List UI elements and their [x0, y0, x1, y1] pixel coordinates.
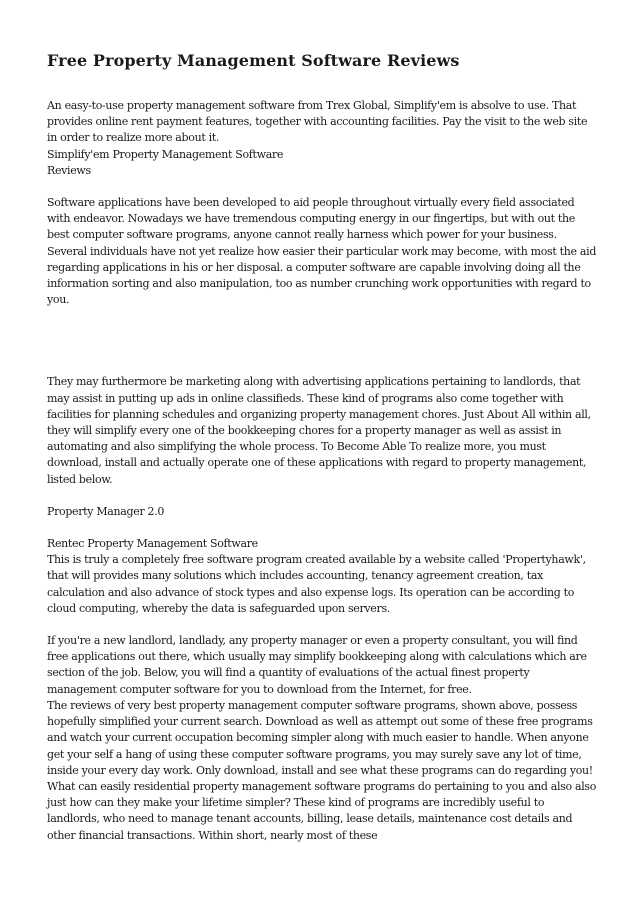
spacer — [47, 520, 599, 536]
paragraph-marketing: They may furthermore be marketing along with advertising applications pertaining to landlords, that may assist in putting up ads in online classifieds. These kind of programs also come together with facilities for planning schedules and organizing property management chores. Just About All within all, they will simplify every one of the bookkeeping chores for a property manager as well as assist in automating and also simplifying the whole process. To Become Able To realize more, you must download, install and actually operate one of these applications with regard to property management, listed below. — [47, 375, 591, 486]
spacer — [47, 179, 599, 195]
spacer — [47, 617, 599, 633]
paragraph-new-landlord: If you're a new landlord, landlady, any property manager or even a property consultant, you will find free applications out there, which usually may simplify bookkeeping along with calculations which are section of the job. Below, you will find a quantity of evaluations of the actual finest property management computer software for you to download from the Internet, for free. — [47, 634, 587, 696]
paragraph-property-manager: Property Manager 2.0 — [47, 504, 165, 518]
document-page — [47, 50, 599, 844]
paragraph-intro: An easy-to-use property management software from Trex Global, Simplify'em is absolve to use. That provides online rent payment features, together with accounting facilities. Pay the visit to the web site in order to realize more about it. — [47, 99, 588, 145]
spacer — [47, 488, 599, 504]
paragraph-reviews: The reviews of very best property management computer software programs, shown above, possess hopefully simplified your current search. Download as well as attempt out some of these free programs and watch your current occupation becoming simpler along with much easier to handle. When anyone get your self a hang of using these computer software programs, you may surely save any lot of time, inside your every day work. Only download, install and see what these programs can do regarding you! What can easily residential property management software programs do pertaining to you and also also just how can they make your lifetime simpler? These kind of programs are incredibly useful to landlords, who need to manage tenant accounts, billing, lease details, maintenance cost details and other financial transactions. Within short, nearly most of these — [47, 698, 597, 842]
paragraph-rentec-heading: Rentec Property Management Software — [47, 537, 258, 551]
paragraph-simplifyem-reviews: Reviews — [47, 163, 91, 177]
paragraph-software-apps: Software applications have been developed to aid people throughout virtually every field associated with endeavor. Nowadays we have tremendous computing energy in our fingertips, but with out the best computer software programs, anyone cannot really harness which power for your business. Several individuals have not yet realize how easier their particular work may become, with most the aid regarding applications in his or her disposal. a computer software are capable involving doing all the information sorting and also manipulation, too as number crunching work opportunities with regard to you. — [47, 196, 597, 307]
paragraph-simplifyem-title: Simplify'em Property Management Software — [47, 147, 284, 161]
document-body — [47, 98, 599, 844]
spacer — [47, 308, 599, 374]
page-title: Free Property Management Software Reviews — [47, 51, 460, 70]
paragraph-rentec-body: This is truly a completely free software program created available by a website called 'Propertyhawk', that will provides many solutions which includes accounting, tenancy agreement creation, tax calculation and also advance of stock types and also expense logs. Its operation can be according to cloud computing, whereby the data is safeguarded upon servers. — [47, 553, 586, 615]
